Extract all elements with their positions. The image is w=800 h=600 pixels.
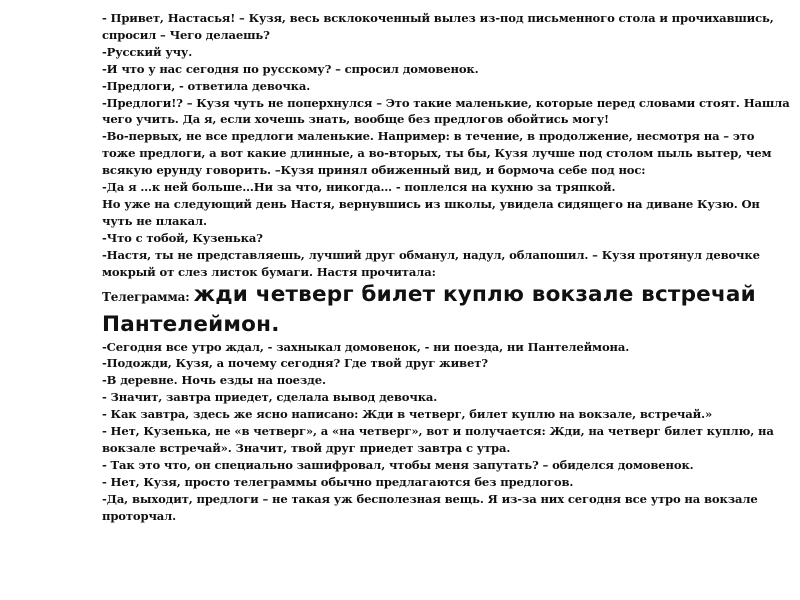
paragraph: -Русский учу. [102, 44, 193, 59]
telegram-text: жди четверг билет куплю вокзале встречай Пантелеймон. [102, 281, 756, 337]
paragraph: - Так это что, он специально зашифровал, чтобы меня запутать? – обиделся домовенок. [102, 457, 694, 472]
paragraph: Но уже на следующий день Настя, вернувшись из школы, увидела сидящего на диване Кузю. Он чуть не плакал. [102, 196, 760, 228]
paragraph: -Да, выходит, предлоги – не такая уж бесполезная вещь. Я из-за них сегодня все утро на вокзале проторчал. [102, 491, 758, 523]
story-text-top [102, 10, 790, 281]
paragraph: -Да я …к ней больше…Ни за что, никогда… - поплелся на кухню за тряпкой. [102, 180, 616, 195]
paragraph: -Предлоги!? – Кузя чуть не поперхнулся – Это такие маленькие, которые перед словами стоят. Нашла чего учить. Да я, если хочешь знать, вообще без предлогов обойтись могу! [102, 95, 790, 127]
paragraph: - Привет, Настасья! – Кузя, весь всклокоченный вылез из-под письменного стола и прочихавшись, спросил – Чего делаешь? [102, 11, 774, 42]
telegram-line [102, 281, 790, 339]
paragraph: -И что у нас сегодня по русскому? – спросил домовенок. [102, 61, 479, 76]
paragraph: - Нет, Кузенька, не «в четверг», а «на четверг», вот и получается: Жди, на четверг билет куплю, на вокзале встречай». Значит, твой друг приедет завтра с утра. [102, 424, 774, 455]
paragraph: - Значит, завтра приедет, сделала вывод девочка. [102, 390, 438, 405]
paragraph: -Предлоги, - ответила девочка. [102, 78, 311, 93]
paragraph: -Подожди, Кузя, а почему сегодня? Где твой друг живет? [102, 356, 488, 371]
story-document [102, 10, 790, 524]
paragraph: -Настя, ты не представляешь, лучший друг обманул, надул, облапошил. – Кузя протянул девочке мокрый от слез листок бумаги. Настя прочитала: [102, 247, 760, 279]
paragraph: - Как завтра, здесь же ясно написано: Жди в четверг, билет куплю на вокзале, встречай.» [102, 407, 713, 422]
paragraph: - Нет, Кузя, просто телеграммы обычно предлагаются без предлогов. [102, 474, 574, 489]
paragraph: -В деревне. Ночь езды на поезде. [102, 373, 326, 388]
paragraph: -Во-первых, не все предлоги маленькие. Например: в течение, в продолжение, несмотря на – это тоже предлоги, а вот какие длинные, а во-вторых, ты бы, Кузя лучше под столом пыль вытер, чем всякую ерунду говорить. –Кузя принял обиженный вид, и бормоча себе под нос: [102, 129, 772, 178]
paragraph: -Что с тобой, Кузенька? [102, 230, 263, 245]
paragraph: -Сегодня все утро ждал, - захныкал домовенок, - ни поезда, ни Пантелеймона. [102, 339, 630, 354]
telegram-label: Телеграмма: [102, 289, 194, 304]
story-text-bottom [102, 339, 790, 525]
